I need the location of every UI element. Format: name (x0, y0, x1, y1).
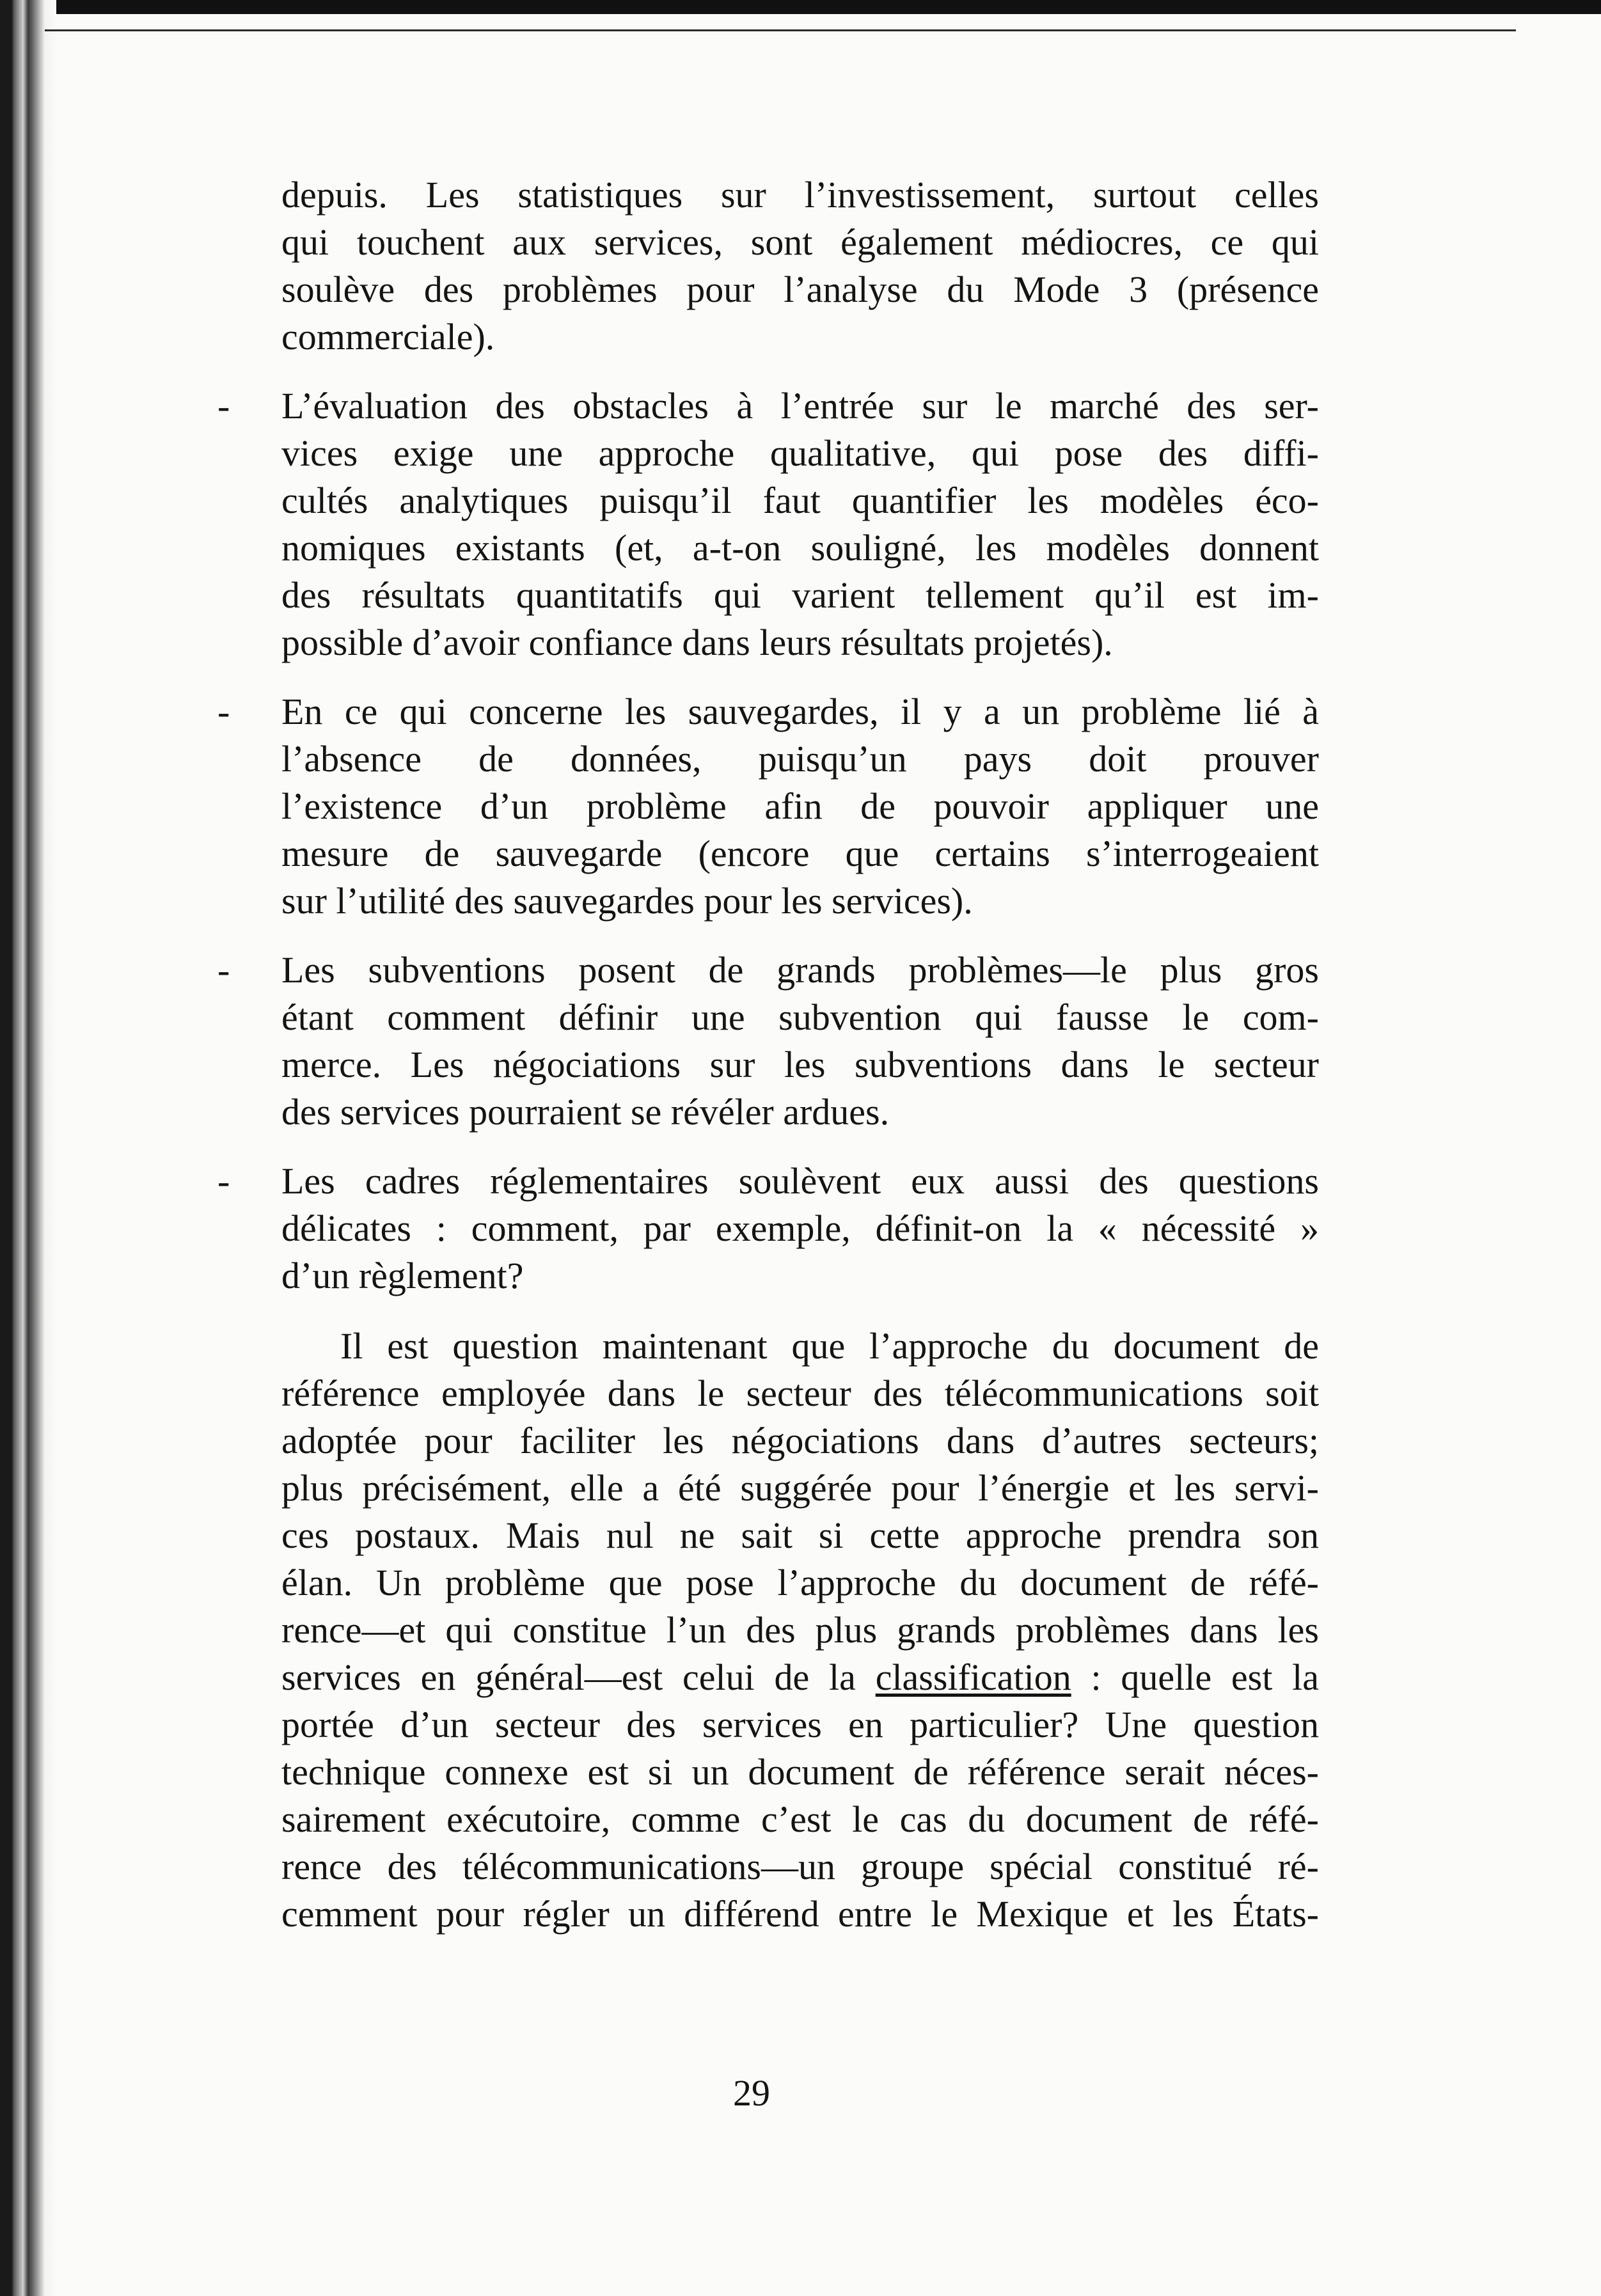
text-line: mesure de sauvegarde (encore que certains s’interrogeaient (281, 833, 1319, 874)
text-line: étant comment définir une subvention qui fausse le com- (281, 996, 1319, 1038)
text-line: rence—et qui constitue l’un des plus grands problèmes dans les (281, 1609, 1319, 1651)
text-line: Les cadres réglementaires soulèvent eux aussi des questions (281, 1160, 1319, 1202)
text-line: des services pourraient se révéler ardues. (281, 1091, 890, 1133)
text-line: Il est question maintenant que l’approche du document de (340, 1325, 1319, 1367)
underlined-term: classification (875, 1656, 1071, 1698)
text-line: L’évaluation des obstacles à l’entrée sur le marché des ser- (281, 385, 1319, 427)
text-line: merce. Les négociations sur les subventions dans le secteur (281, 1044, 1319, 1085)
text-line: ces postaux. Mais nul ne sait si cette approche prendra son (281, 1514, 1319, 1556)
text-line (281, 1654, 1319, 1701)
bullet-item-regulatory-frameworks (217, 1158, 1319, 1300)
text-line: cultés analytiques puisqu’il faut quantifier les modèles éco- (281, 480, 1319, 521)
text-line: cemment pour régler un différend entre le Mexique et les États- (281, 1893, 1319, 1935)
text-line: rence des télécommunications—un groupe spécial constitué ré- (281, 1846, 1319, 1887)
text-line: En ce qui concerne les sauvegardes, il y a un problème lié à (281, 691, 1319, 732)
text-line: possible d’avoir confiance dans leurs résultats projetés). (281, 622, 1113, 663)
body-paragraph-reference-paper (281, 1323, 1319, 1938)
text-line: adoptée pour faciliter les négociations dans d’autres secteurs; (281, 1420, 1319, 1461)
page-text (217, 171, 1319, 1938)
scan-binding-edge (0, 0, 56, 2296)
scan-top-rule (45, 29, 1516, 31)
text-line: l’existence d’un problème afin de pouvoir appliquer une (281, 785, 1319, 827)
text-line: vices exige une approche qualitative, qui pose des diffi- (281, 432, 1319, 474)
text-line: commerciale). (281, 316, 495, 358)
text-line: des résultats quantitatifs qui varient tellement qu’il est im- (281, 574, 1319, 616)
bullet-dash: - (217, 949, 230, 991)
text-line: portée d’un secteur des services en particulier? Une question (281, 1704, 1319, 1745)
text-line: délicates : comment, par exemple, définit-on la « nécessité » (281, 1207, 1319, 1249)
bullet-item-entry-barriers (217, 382, 1319, 666)
text-fragment: services en général—est celui de la (281, 1656, 876, 1698)
text-line: depuis. Les statistiques sur l’investissement, surtout celles (281, 174, 1319, 216)
text-line: Les subventions posent de grands problèmes—le plus gros (281, 949, 1319, 991)
text-line: sur l’utilité des sauvegardes pour les services). (281, 880, 973, 922)
text-line: élan. Un problème que pose l’approche du document de réfé- (281, 1562, 1319, 1603)
text-line: qui touchent aux services, sont également médiocres, ce qui (281, 221, 1319, 263)
bullet-item-safeguards (217, 688, 1319, 925)
intro-paragraph (281, 171, 1319, 361)
text-fragment: : quelle est la (1071, 1656, 1319, 1698)
text-line: sairement exécutoire, comme c’est le cas du document de réfé- (281, 1798, 1319, 1840)
text-line: l’absence de données, puisqu’un pays doit prouver (281, 738, 1319, 780)
bullet-dash: - (217, 691, 230, 732)
bullet-dash: - (217, 385, 230, 427)
scan-top-border (0, 0, 1601, 14)
text-line: plus précisément, elle a été suggérée pour l’énergie et les servi- (281, 1467, 1319, 1509)
text-line: soulève des problèmes pour l’analyse du Mode 3 (présence (281, 269, 1319, 310)
bullet-dash: - (217, 1160, 230, 1202)
page-number: 29 (733, 2072, 770, 2114)
text-line: technique connexe est si un document de référence serait néces- (281, 1751, 1319, 1793)
text-line: référence employée dans le secteur des télécommunications soit (281, 1372, 1319, 1414)
text-line: nomiques existants (et, a-t-on souligné, les modèles donnent (281, 527, 1319, 569)
bullet-item-subsidies (217, 947, 1319, 1136)
text-line: d’un règlement? (281, 1255, 524, 1296)
